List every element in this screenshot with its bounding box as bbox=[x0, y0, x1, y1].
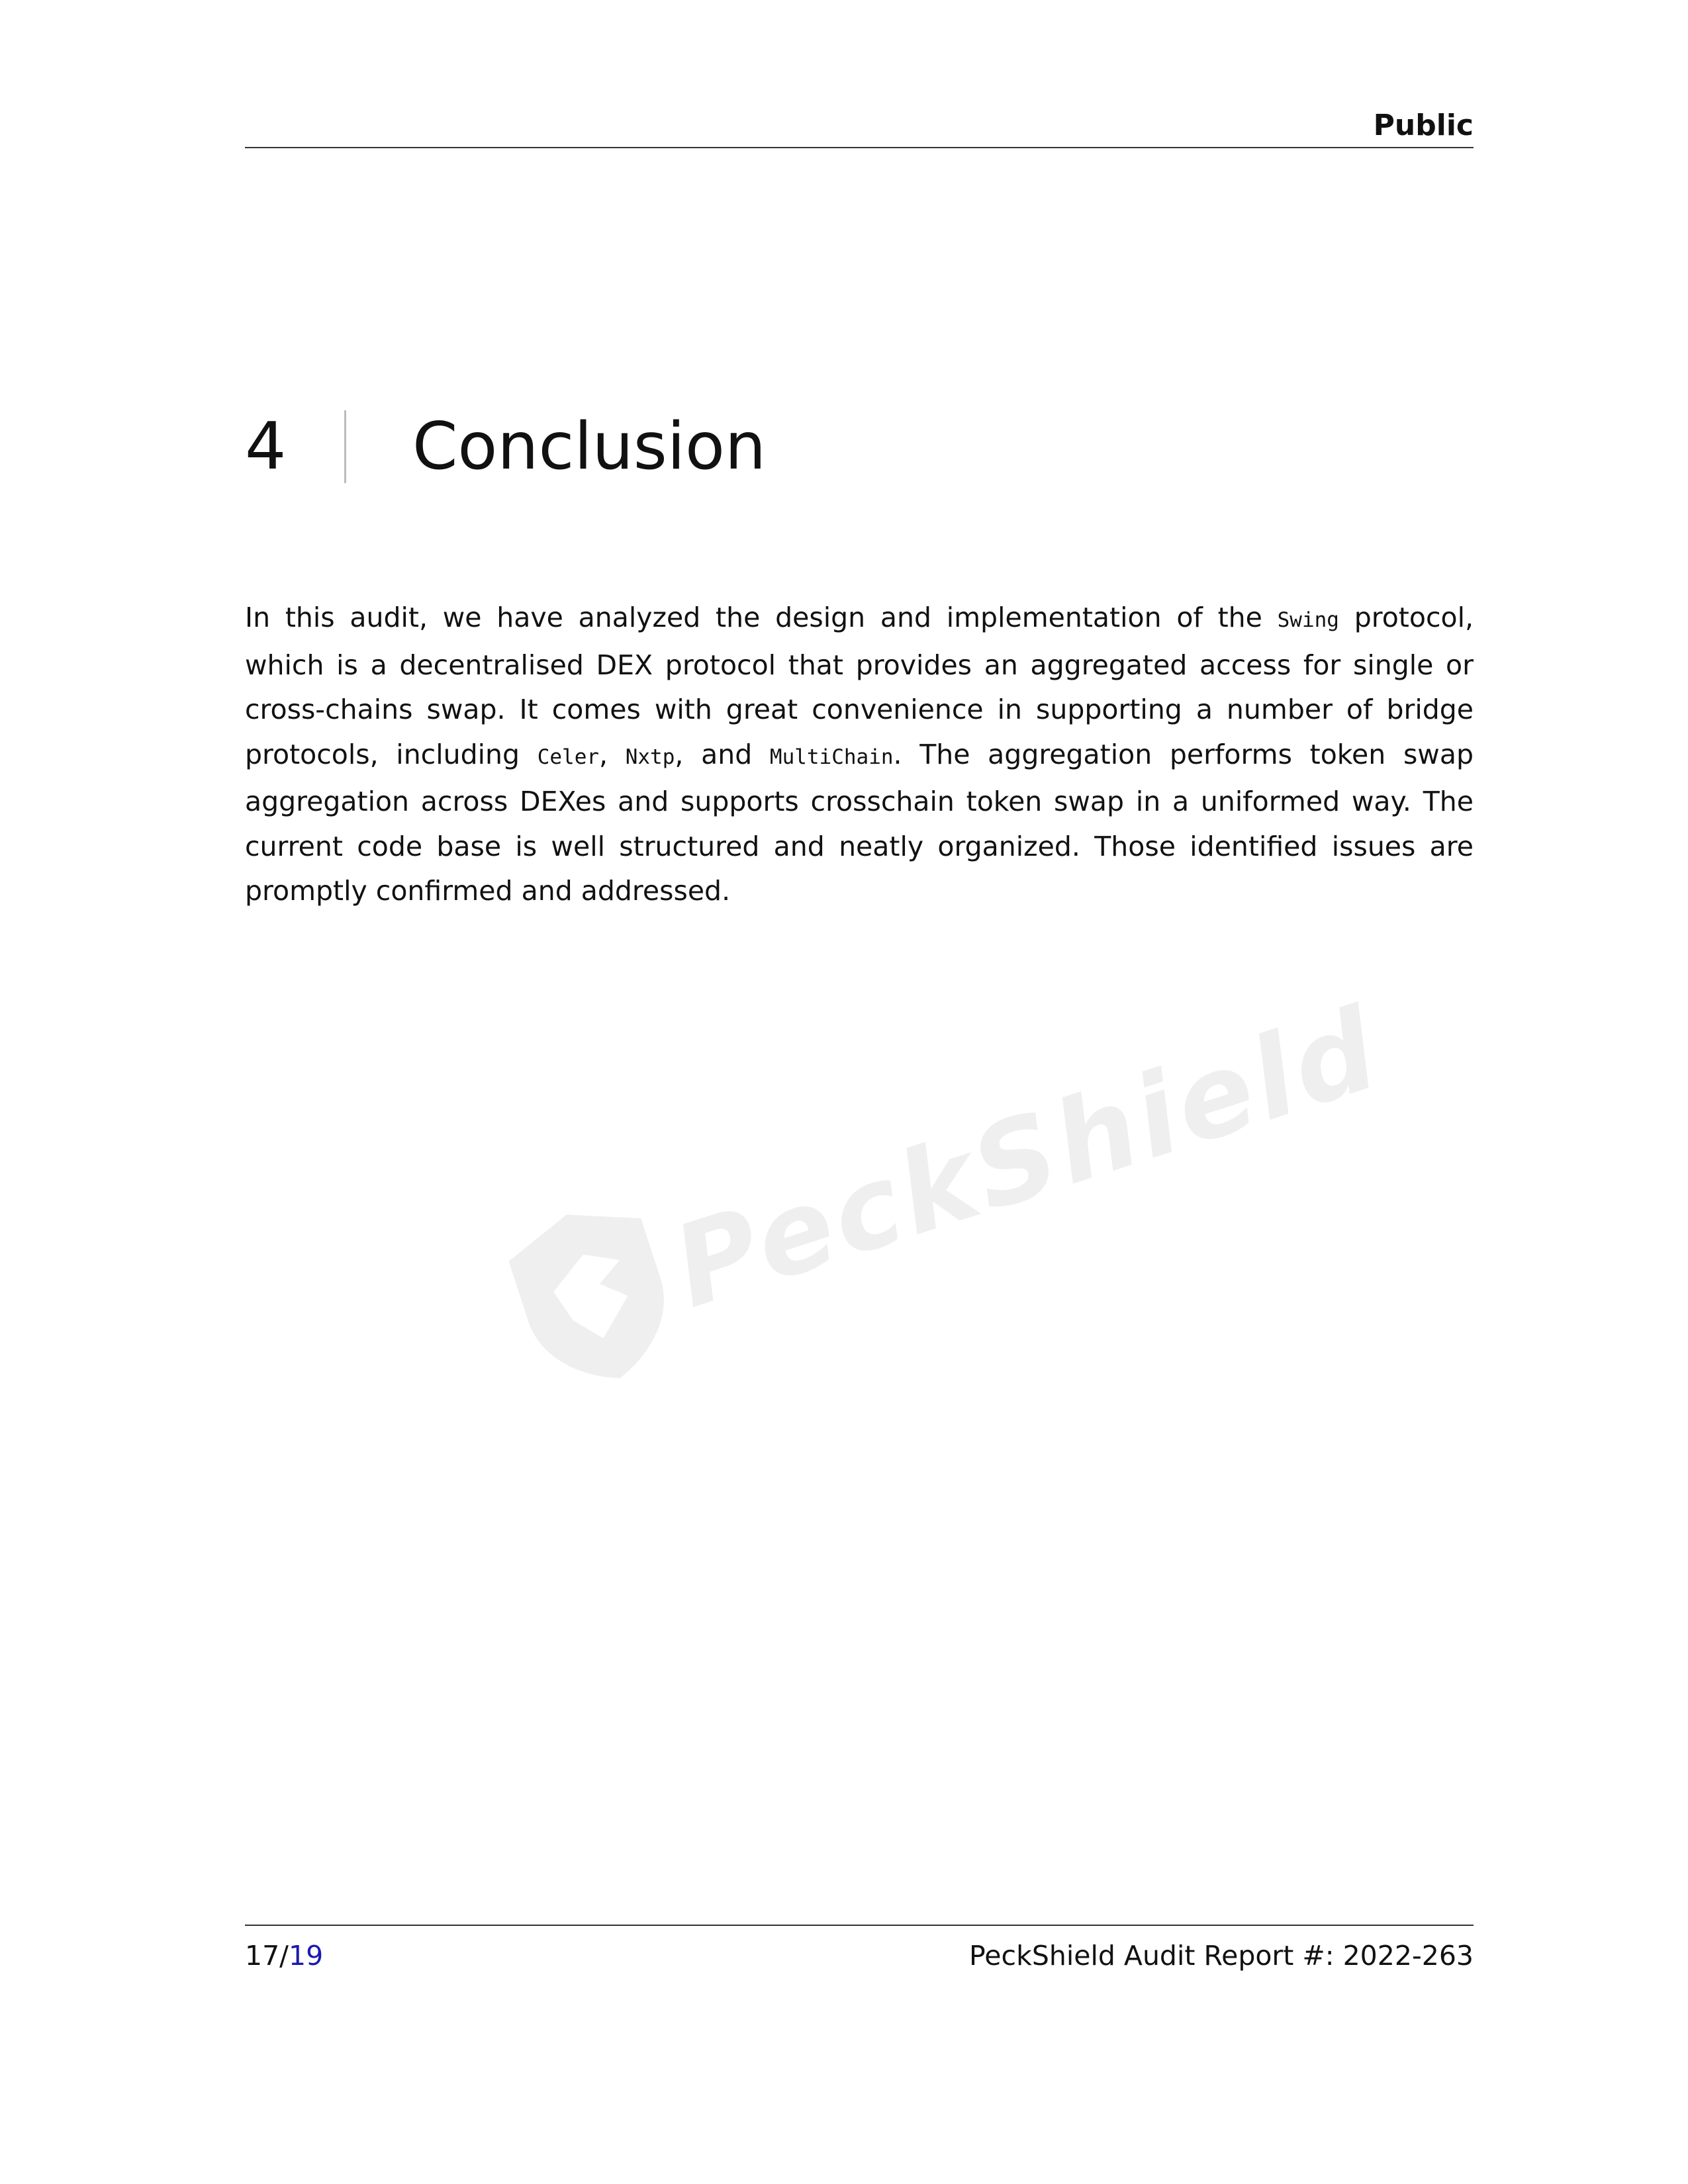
peckshield-watermark bbox=[466, 950, 1396, 1459]
watermark-text: PeckShield bbox=[659, 983, 1396, 1334]
paragraph-text: . The aggregation performs token swap aggregation across DEXes and supports crosschain token swap in a uniformed way. The current code base is well structured and neatly organized. Those identified issues are promptly confirmed and addressed. bbox=[245, 738, 1474, 907]
chapter-divider bbox=[344, 410, 346, 483]
paragraph-text: In this audit, we have analyzed the design and implementation of the bbox=[245, 602, 1278, 633]
footer-rule bbox=[245, 1925, 1474, 1926]
header-rule bbox=[245, 147, 1474, 148]
report-identifier: PeckShield Audit Report #: 2022-263 bbox=[969, 1940, 1474, 1972]
chapter-heading bbox=[245, 397, 766, 496]
paragraph-text: , and bbox=[675, 738, 770, 770]
page-total-link[interactable]: 19 bbox=[289, 1940, 324, 1972]
chapter-title: Conclusion bbox=[412, 409, 767, 484]
conclusion-paragraph bbox=[245, 596, 1474, 914]
paragraph-text: protocol, which is a decentralised DEX protocol that provides an aggregated access for single or cross-chains swap. It comes with great convenience in supporting a number of bridge protocols, including bbox=[245, 602, 1474, 770]
code-celer: Celer bbox=[537, 745, 600, 769]
page-separator: / bbox=[279, 1940, 289, 1972]
chapter-number: 4 bbox=[245, 409, 287, 484]
code-multichain: MultiChain bbox=[769, 745, 894, 769]
page-current: 17 bbox=[245, 1940, 280, 1972]
code-swing: Swing bbox=[1277, 608, 1339, 632]
header-classification: Public bbox=[1373, 109, 1474, 142]
paragraph-text: , bbox=[599, 738, 626, 770]
page-number bbox=[245, 1936, 323, 1976]
code-nxtp: Nxtp bbox=[625, 745, 675, 769]
